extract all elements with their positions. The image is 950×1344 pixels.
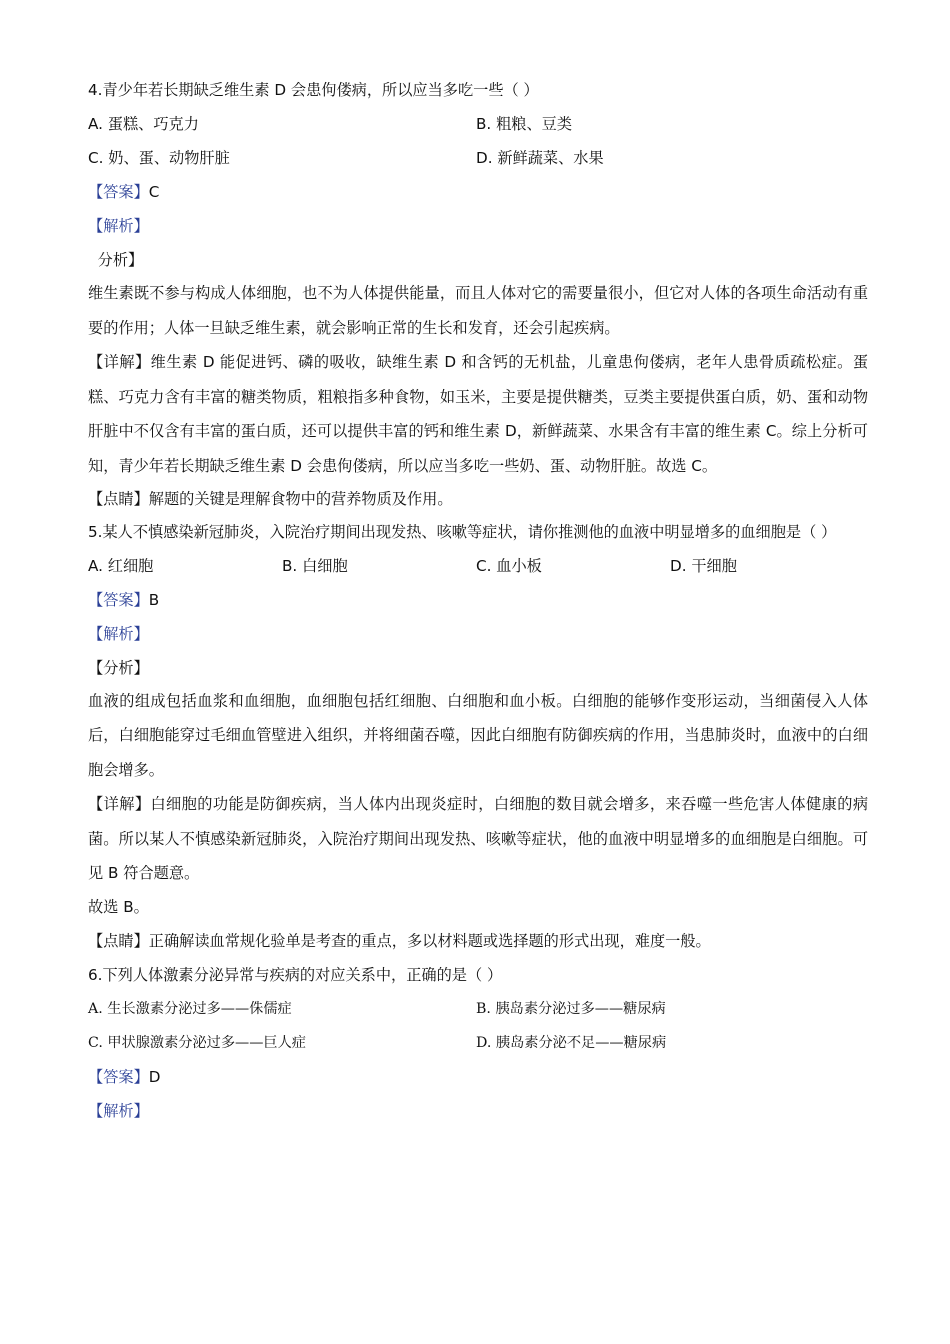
q6-answer: D [148,1067,161,1086]
q4-xiangjie-text: 维生素 D 能促进钙、磷的吸收，缺维生素 D 和含钙的无机盐，儿童患佝偻病，老年人患骨质疏松症。蛋糕、巧克力含有丰富的糖类物质，粗粮指多种食物，如玉米，主要是提供糖类，豆类主要提供蛋白质，奶、蛋和动物肝脏中不仅含有丰富的蛋白质，还可以提供丰富的钙和维生素 D，新鲜蔬菜、水果含有丰富的维生素 C。综上分析可知，青少年若长期缺乏维生素 D 会患佝偻病，所以应当多吃一些奶、蛋、动物肝脏。故选 C。 [88,353,869,475]
q5-fenxi-text: 血液的组成包括血浆和血细胞，血细胞包括红细胞、白细胞和血小板。白细胞的能够作变形运动，当细菌侵入人体后，白细胞能穿过毛细血管壁进入组织，并将细菌吞噬，因此白细胞有防御疾病的作用，当患肺炎时，血液中的白细胞会增多。 [88,691,868,779]
q6-option-d: D. 胰岛素分泌不足——糖尿病 [476,1034,667,1051]
q4-xiangjie-tag: 【详解】 [88,353,151,371]
q5-option-c: C. 血小板 [476,556,542,575]
q5-fenxi-tag: 【分析】 [88,658,149,677]
q4-stem: 4.青少年若长期缺乏维生素 D 会患佝偻病，所以应当多吃一些（ ） [88,81,539,99]
q5-option-a: A. 红细胞 [88,556,154,575]
q6-options [88,997,868,1021]
q4-option-b: B. 粗粮、豆类 [476,115,573,133]
q4-option-c: C. 奶、蛋、动物肝脏 [88,149,230,167]
q6-option-b: B. 胰岛素分泌过多——糖尿病 [476,1000,666,1017]
q6-answer-tag: 【答案】 [88,1067,149,1086]
q5-dianjing [88,929,868,953]
q4-options [88,112,868,136]
q4-answer-line [88,180,868,204]
q4-answer: C [148,183,160,201]
q4-dianjing-tag: 【点睛】 [88,490,149,508]
q5-dianjing-text: 正确解读血常规化验单是考查的重点，多以材料题或选择题的形式出现，难度一般。 [148,931,711,950]
q5-dianjing-tag: 【点睛】 [88,931,149,950]
q5-stem: 5.某人不慎感染新冠肺炎，入院治疗期间出现发热、咳嗽等症状，请你推测他的血液中明显增多的血细胞是（ ） [88,523,837,541]
q4-dianjing [88,487,868,511]
q6-option-a: A. 生长激素分泌过多——侏儒症 [88,1000,292,1017]
q6-options-row2 [88,1031,868,1055]
q5-xiangjie-text: 白细胞的功能是防御疾病，当人体内出现炎症时，白细胞的数目就会增多，来吞噬一些危害人体健康的病菌。所以某人不慎感染新冠肺炎，入院治疗期间出现发热、咳嗽等症状，他的血液中明显增多的血细胞是白细胞。可见 B 符合题意。 [88,795,869,882]
q4-xiangjie [88,345,868,483]
q5-answer-line [88,588,868,612]
q4-option-a: A. 蛋糕、巧克力 [88,115,199,133]
q4-dianjing-text: 解题的关键是理解食物中的营养物质及作用。 [148,490,453,508]
q4-options-row2 [88,146,868,170]
q6-option-c: C. 甲状腺激素分泌过多——巨人症 [88,1034,306,1051]
q5-xiangjie [88,787,868,891]
q6-answer-line [88,1065,868,1089]
q4-fenxi-tag: 分析】 [88,251,144,269]
q5-xiangjie-tag: 【详解】 [88,795,151,813]
q4-option-d: D. 新鲜蔬菜、水果 [476,149,604,167]
q4-jiexi-tag: 【解析】 [88,217,149,235]
q6-stem: 6.下列人体激素分泌异常与疾病的对应关系中，正确的是（ ） [88,965,503,984]
document-page [88,78,868,1123]
q5-jiexi-tag: 【解析】 [88,624,149,643]
q4-fenxi-text: 维生素既不参与构成人体细胞，也不为人体提供能量，而且人体对它的需要量很小，但它对人体的各项生命活动有重要的作用；人体一旦缺乏维生素，就会影响正常的生长和发育，还会引起疾病。 [88,284,868,337]
q5-option-b: B. 白细胞 [282,556,348,575]
q5-option-d: D. 干细胞 [670,556,737,575]
q5-options [88,554,868,578]
q5-answer: B [148,590,160,609]
q5-guxuan: 故选 B。 [88,897,149,916]
q4-answer-tag: 【答案】 [88,183,149,201]
q5-answer-tag: 【答案】 [88,590,149,609]
q6-jiexi-tag: 【解析】 [88,1101,149,1120]
